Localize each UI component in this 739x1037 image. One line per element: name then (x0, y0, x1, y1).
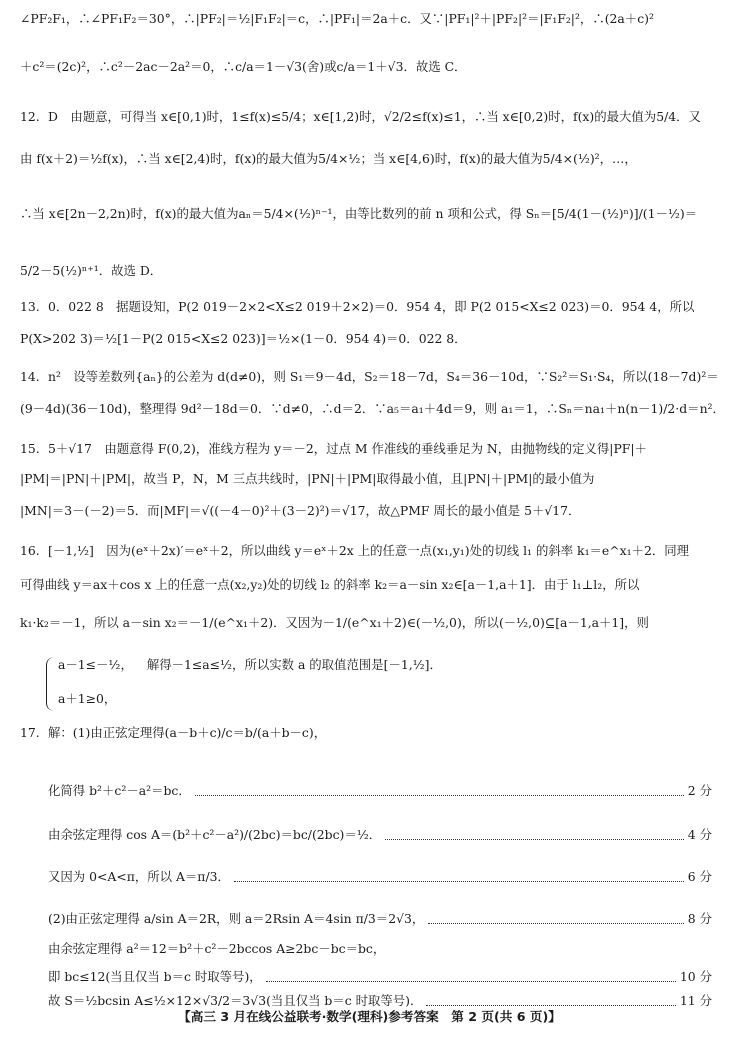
q17-step-1 (48, 780, 712, 800)
q12-line-2: 由 f(x＋2)＝½f(x)，∴当 x∈[2,4)时，f(x)的最大值为5/4×½；当 x∈[4,6)时，f(x)的最大值为5/4×(½)²，…， (20, 151, 637, 166)
q17-heading: 解：(1)由正弦定理得(a－b＋c)/c＝b/(a＋b－c)， (48, 725, 327, 740)
q14-line-1 (20, 368, 720, 386)
q14-number: 14. (20, 369, 40, 384)
leader-dots (385, 829, 684, 840)
q16-line-4 (58, 656, 718, 674)
q17-step-3 (48, 866, 712, 886)
q17-step-4-text: (2)由正弦定理得 a/sin A＝2R，则 a＝2Rsin A＝4sin π/3＝2√3， (48, 911, 425, 926)
q13-line-2: P(X>202 3)＝½[1－P(2 015<X≤2 023)]＝½×(1－0．954 4)＝0．022 8． (20, 331, 467, 346)
q17-step-1-text: 化简得 b²＋c²－a²＝bc． (48, 783, 191, 798)
q12-line-3: ∴当 x∈[2n－2,2n)时，f(x)的最大值为aₙ＝5/4×(½)ⁿ⁻¹，由等比数列的前 n 项和公式，得 Sₙ＝[5/4(1－(½)ⁿ)]/(1－½)＝ (20, 206, 698, 221)
q13-text-1: 0．022 8 据题设知，P(2 019－2×2<X≤2 019＋2×2)＝0．954 4，即 P(2 015<X≤2 023)＝0．954 4，所以 (48, 299, 695, 314)
q16-text-1: [－1,½] 因为(eˣ＋2x)′＝eˣ＋2，所以曲线 y＝eˣ＋2x 上的任意一点(x₁,y₁)处的切线 l₁ 的斜率 k₁＝e^x₁＋2．同理 (48, 543, 690, 558)
q15-line-2: |PM|＝|PN|＋|PM|，故当 P，N，M 三点共线时，|PN|＋|PM|取得最小值，且|PN|＋|PM|的最小值为 (20, 471, 595, 486)
q17-step-6 (48, 966, 712, 986)
q17-step-2 (48, 824, 712, 844)
q17-step-6-score: 10 分 (679, 969, 712, 984)
q15-number: 15. (20, 441, 40, 456)
q17-step-4-score: 8 分 (687, 911, 712, 926)
leader-dots (195, 785, 684, 796)
q12-line-4: 5/2－5(½)ⁿ⁺¹．故选 D． (20, 263, 163, 278)
q17-step-6-text: 即 bc≤12(当且仅当 b＝c 时取等号)， (48, 969, 262, 984)
q17-step-2-score: 4 分 (687, 827, 712, 842)
q12-line-1 (20, 108, 720, 126)
q16-line-2: 可得曲线 y＝ax＋cos x 上的任意一点(x₂,y₂)处的切线 l₂ 的斜率 k₂＝a－sin x₂∈[a－1,a＋1]．由于 l₁⊥l₂，所以 (20, 577, 640, 592)
q17-number: 17. (20, 725, 40, 740)
q16-ineq-1: a－1≤－½， (58, 657, 133, 672)
q16-line-1 (20, 542, 720, 560)
q13-number: 13. (20, 299, 40, 314)
fragment-line-2: ＋c²＝(2c)²，∴c²－2ac－2a²＝0，∴c/a＝1－√3(舍)或c/a＝1＋√3．故选 C． (20, 59, 467, 74)
q16-conclusion: 解得－1≤a≤½，所以实数 a 的取值范围是[－1,½]． (146, 657, 442, 672)
q17-step-3-score: 6 分 (687, 869, 712, 884)
q13-line-1 (20, 298, 720, 316)
leader-dots (428, 913, 684, 924)
q17-step-1-score: 2 分 (687, 783, 712, 798)
q17-step-5-text: 由余弦定理得 a²＝12＝b²＋c²－2bccos A≥2bc－bc＝bc， (48, 941, 386, 956)
q16-line-3: k₁·k₂＝－1，所以 a－sin x₂＝－1/(e^x₁＋2)．又因为－1/(e^x₁＋2)∈(－½,0)，所以(－½,0)⊆[a－1,a＋1]，则 (20, 615, 649, 630)
leader-dots (266, 971, 676, 982)
q17-step-4 (48, 908, 712, 928)
q17-step-5 (48, 938, 712, 958)
q15-line-1 (20, 440, 720, 458)
fragment-line-1: ∠PF₂F₁，∴∠PF₁F₂＝30°，∴|PF₂|＝½|F₁F₂|＝c，∴|PF₁|＝2a＋c．又∵|PF₁|²＋|PF₂|²＝|F₁F₂|²，∴(2a＋c)² (20, 11, 654, 26)
q12-text-1: D 由题意，可得当 x∈[0,1)时，1≤f(x)≤5/4；x∈[1,2)时，√2/2≤f(x)≤1，∴当 x∈[0,2)时，f(x)的最大值为5/4．又 (48, 109, 701, 124)
q15-line-3: |MN|＝3－(－2)＝5．而|MF|＝√((－4－0)²＋(3－2)²)＝√17，故△PMF 周长的最小值是 5＋√17． (20, 503, 581, 518)
q14-text-1: n² 设等差数列{aₙ}的公差为 d(d≠0)，则 S₁＝9－4d，S₂＝18－7d，S₄＝36－10d，∵S₂²＝S₁·S₄，所以(18－7d)²＝ (48, 369, 719, 384)
q16-line-5: a＋1≥0， (58, 691, 117, 706)
q16-number: 16. (20, 543, 40, 558)
q12-number: 12. (20, 109, 40, 124)
page-footer: 【高三 3 月在线公益联考·数学(理科)参考答案 第 2 页(共 6 页)】 (178, 1009, 561, 1024)
q16-system-brace (46, 657, 57, 711)
q15-text-1: 5＋√17 由题意得 F(0,2)，准线方程为 y＝－2，过点 M 作准线的垂线垂足为 N，由抛物线的定义得|PF|＋ (48, 441, 647, 456)
q17-step-2-text: 由余弦定理得 cos A＝(b²＋c²－a²)/(2bc)＝bc/(2bc)＝½． (48, 827, 382, 842)
q17-step-7-score: 11 分 (679, 993, 712, 1008)
q17-line-1 (20, 724, 720, 742)
q14-line-2: (9－4d)(36－10d)，整理得 9d²－18d＝0．∵d≠0，∴d＝2．∵a₅＝a₁＋4d＝9，则 a₁＝1，∴Sₙ＝na₁＋n(n－1)/2·d＝n²． (20, 401, 725, 416)
q17-step-7-text: 故 S＝½bcsin A≤½×12×√3/2＝3√3(当且仅当 b＝c 时取等号)． (48, 993, 423, 1008)
q17-step-3-text: 又因为 0<A<π，所以 A＝π/3． (48, 869, 230, 884)
leader-dots (426, 995, 675, 1006)
leader-dots (234, 871, 684, 882)
